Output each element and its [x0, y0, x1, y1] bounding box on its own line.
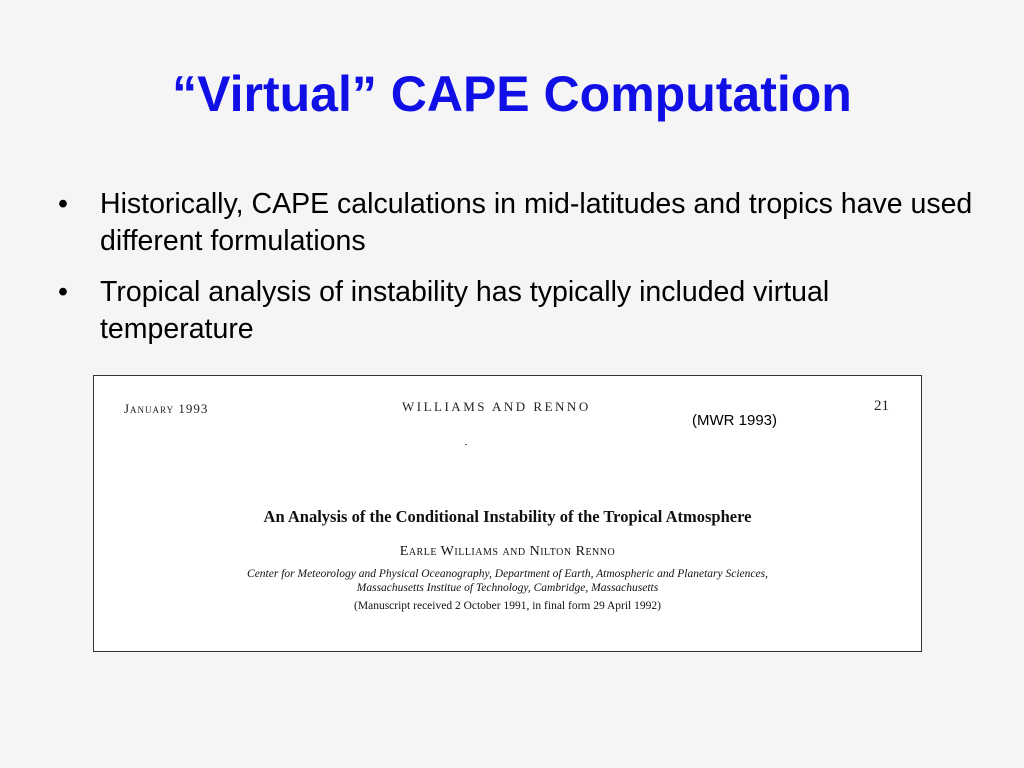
- bullet-item: [58, 186, 988, 260]
- citation-label: (MWR 1993): [692, 412, 778, 429]
- bullet-list: [58, 186, 988, 362]
- bullet-text: Historically, CAPE calculations in mid-latitudes and tropics have used different formulations: [100, 188, 973, 257]
- slide-title: “Virtual” CAPE Computation: [172, 66, 852, 122]
- scan-speck: [465, 444, 467, 445]
- bullet-marker: •: [58, 188, 68, 220]
- affiliation-line: Massachusetts Institue of Technology, Cambridge, Massachusetts: [356, 582, 659, 594]
- paper-excerpt-image: [93, 375, 922, 652]
- manuscript-received: (Manuscript received 2 October 1991, in final form 29 April 1992): [354, 600, 661, 612]
- bullet-item: [58, 274, 988, 348]
- journal-date: January 1993: [124, 401, 209, 416]
- paper-title: An Analysis of the Conditional Instability of the Tropical Atmosphere: [263, 507, 752, 526]
- affiliation-line: Center for Meteorology and Physical Oceanography, Department of Earth, Atmospheric and Planetary Sciences,: [247, 568, 768, 580]
- page-number: 21: [874, 398, 889, 414]
- running-head: WILLIAMS AND RENNO: [402, 399, 591, 414]
- paper-authors: Earle Williams and Nilton Renno: [399, 544, 616, 559]
- bullet-marker: •: [58, 276, 68, 308]
- bullet-text: Tropical analysis of instability has typically included virtual temperature: [100, 276, 830, 345]
